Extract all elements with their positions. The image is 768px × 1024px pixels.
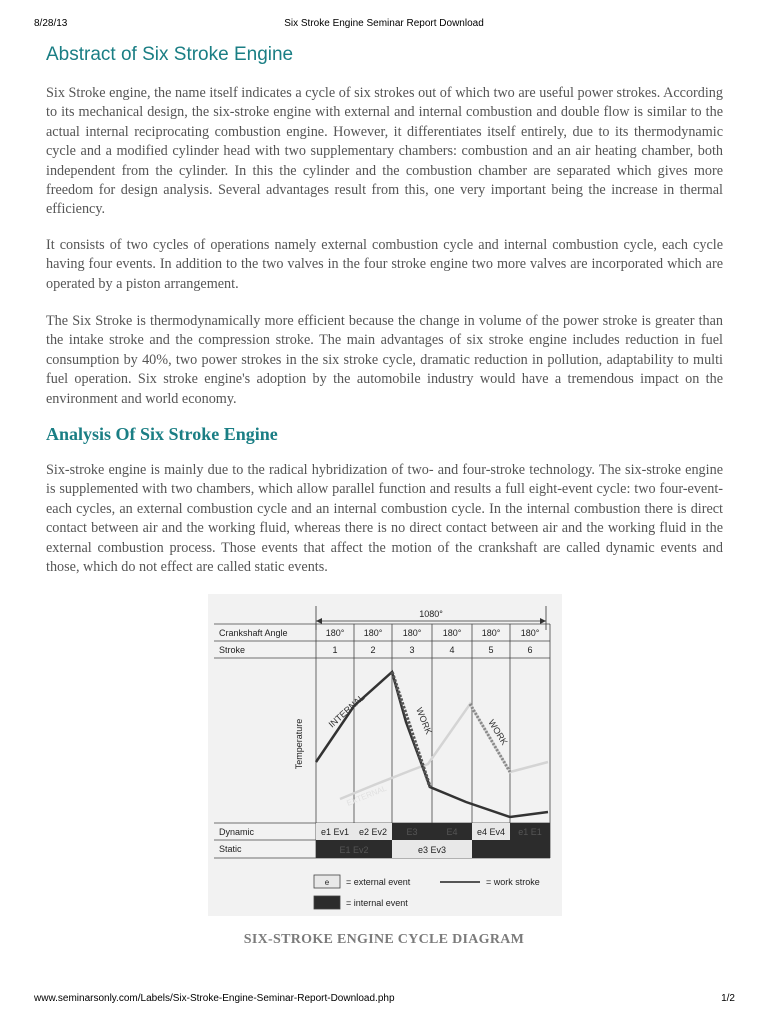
- dynamic-row: [316, 823, 550, 840]
- diagram-caption: SIX-STROKE ENGINE CYCLE DIAGRAM: [243, 932, 525, 947]
- stroke-cell: 5: [488, 645, 494, 655]
- work-label-1: WORK: [414, 706, 434, 736]
- legend-external-label: = external event: [346, 877, 411, 887]
- abstract-paragraph-1: Six Stroke engine, the name itself indicates a cycle of six strokes out of which two are useful power strokes. According to its mechanical design, the six-stroke engine with external and internal combustion and double flow is similar to the actual internal reciprocating combustion engine. However, it differentiates itself entirely, due to its thermodynamic cycle and a modified cylinder head with two supplementary chambers: combustion and an air heating chamber, both independent from the cylinder. In this the cylinder and the combustion chamber are separated which gives more freedom for design analysis. Several advantages result from this, one very important being the increase in thermal efficiency.: [46, 85, 723, 218]
- legend-internal-label: = internal event: [346, 898, 408, 908]
- static-cell: e3 Ev3: [417, 845, 447, 855]
- stroke-cell: 4: [449, 645, 455, 655]
- abstract-paragraph-2: It consists of two cycles of operations namely external combustion cycle and internal combustion cycle, each cycle having four events. In addition to the two valves in the four stroke engine two more valves are incorporated which are operated by a piston arrangement.: [46, 237, 723, 292]
- analysis-heading: Analysis Of Six Stroke Engine: [46, 424, 278, 444]
- footer-url[interactable]: www.seminarsonly.com/Labels/Six-Stroke-Engine-Seminar-Report-Download.php: [34, 993, 395, 1004]
- abstract-heading: Abstract of Six Stroke Engine: [46, 44, 294, 65]
- angle-cell: 180°: [325, 628, 345, 638]
- abstract-paragraph-3: The Six Stroke is thermodynamically more efficient because the change in volume of the power stroke is greater than the intake stroke and the compression stroke. The main advantages of six stroke engine includes reduction in fuel consumption by 40%, two power strokes in the six stroke cycle, dramatic reduction in pollution, adaptability to multi fuel operation. Six stroke engine's adoption by the automobile industry would have a tremendous impact on the environment and world economy.: [46, 313, 723, 407]
- crank-angle-label: Crankshaft Angle: [219, 628, 288, 638]
- legend-work-label: = work stroke: [486, 877, 540, 887]
- legend-external-symbol: e: [324, 878, 330, 887]
- temperature-axis-label: Temperature: [294, 718, 304, 770]
- dynamic-cell: e2 Ev2: [358, 827, 388, 837]
- dynamic-cell: E3: [406, 827, 418, 837]
- angle-cell: 180°: [520, 628, 540, 638]
- static-cell-bg: [472, 840, 550, 858]
- static-row: [316, 840, 550, 858]
- stroke-cell: 2: [370, 645, 376, 655]
- static-cell: E1 Ev2: [339, 845, 369, 855]
- dynamic-cell: e1 Ev1: [320, 827, 350, 837]
- stroke-label: Stroke: [219, 645, 246, 655]
- stroke-cell: 3: [409, 645, 415, 655]
- six-stroke-cycle-diagram: [208, 594, 562, 916]
- angle-cell: 180°: [402, 628, 422, 638]
- analysis-paragraph-1: Six-stroke engine is mainly due to the radical hybridization of two- and four-stroke technology. The six-stroke engine is supplemented with two chambers, which allow parallel function and results a full eight-event cycle: two four-event-each cycles, an external combustion cycle and an internal combustion cycle. In the internal combustion there is direct contact between air and the working fluid, whereas there is no direct contact between air and the working fluid in the external combustion process. Those events that affect the motion of the crankshaft are called dynamic events and those, which do not effect are called static events.: [46, 462, 723, 576]
- legend-internal-swatch: [314, 896, 340, 909]
- header-title: Six Stroke Engine Seminar Report Download: [284, 18, 484, 29]
- angle-cell: 180°: [363, 628, 383, 638]
- stroke-cell: 6: [527, 645, 533, 655]
- dynamic-label: Dynamic: [219, 827, 255, 837]
- internal-curve-label: INTERNAL: [326, 692, 367, 730]
- dynamic-cell: e4 Ev4: [476, 827, 506, 837]
- static-label: Static: [219, 844, 242, 854]
- diagram-background: [208, 594, 562, 916]
- external-curve-label: EXTERNAL: [345, 783, 388, 808]
- total-angle-label: 1080°: [419, 609, 443, 619]
- work-label-2: WORK: [486, 717, 510, 747]
- angle-cell: 180°: [442, 628, 462, 638]
- stroke-cell: 1: [332, 645, 338, 655]
- angle-cell: 180°: [481, 628, 501, 638]
- page-number: 1/2: [721, 993, 735, 1004]
- header-date: 8/28/13: [34, 18, 68, 29]
- dynamic-cell: E4: [446, 827, 458, 837]
- dynamic-cell: e1 E1: [518, 827, 542, 837]
